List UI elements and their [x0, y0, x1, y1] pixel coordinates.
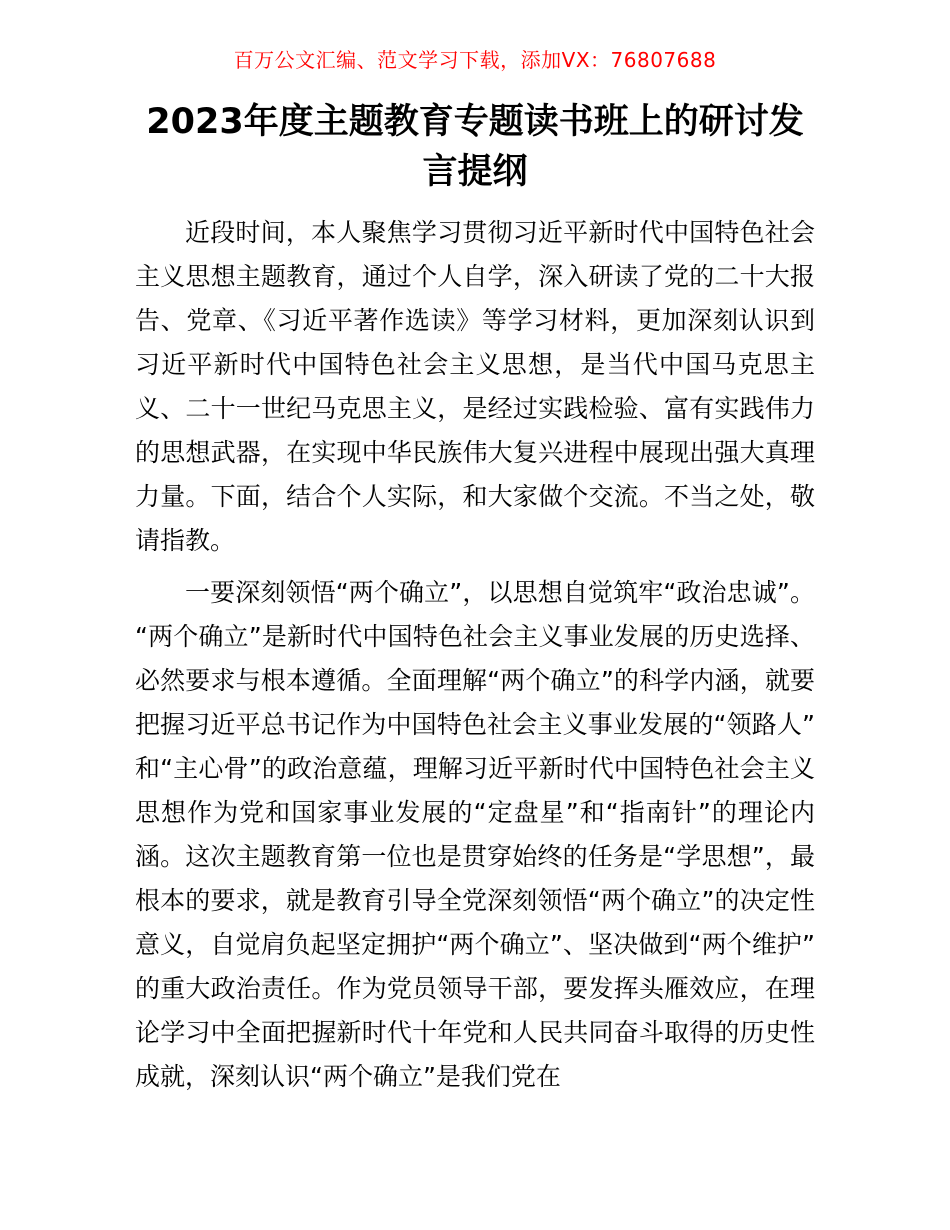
watermark-notice: 百万公文汇编、范文学习下载，添加VX：76807688: [233, 48, 717, 72]
paragraph: 近段时间，本人聚焦学习贯彻习近平新时代中国特色社会主义思想主题教育，通过个人自学，深入研读了党的二十大报告、党章、《习近平著作选读》等学习材料，更加深刻认识到习近平新时代中国特色社会主义思想，是当代中国马克思主义、二十一世纪马克思主义，是经过实践检验、富有实践伟力的思想武器，在实现中华民族伟大复兴进程中展现出强大真理力量。下面，结合个人实际，和大家做个交流。不当之处，敬请指教。: [135, 218, 815, 555]
document-body: [135, 211, 815, 1099]
paragraph: 一要深刻领悟“两个确立”，以思想自觉筑牢“政治忠诚”。“两个确立”是新时代中国特色社会主义事业发展的历史选择、必然要求与根本遵循。全面理解“两个确立”的科学内涵，就要把握习近平总书记作为中国特色社会主义事业发展的“领路人”和“主心骨”的政治意蕴，理解习近平新时代中国特色社会主义思想作为党和国家事业发展的“定盘星”和“指南针”的理论内涵。这次主题教育第一位也是贯穿始终的任务是“学思想”，最根本的要求，就是教育引导全党深刻领悟“两个确立”的决定性意义，自觉肩负起坚定拥护“两个确立”、坚决做到“两个维护”的重大政治责任。作为党员领导干部，要发挥头雁效应，在理论学习中全面把握新时代十年党和人民共同奋斗取得的历史性成就，深刻认识“两个确立”是我们党在: [135, 578, 815, 1091]
document-title: 2023年度主题教育专题读书班上的研讨发言提纲: [146, 102, 804, 192]
